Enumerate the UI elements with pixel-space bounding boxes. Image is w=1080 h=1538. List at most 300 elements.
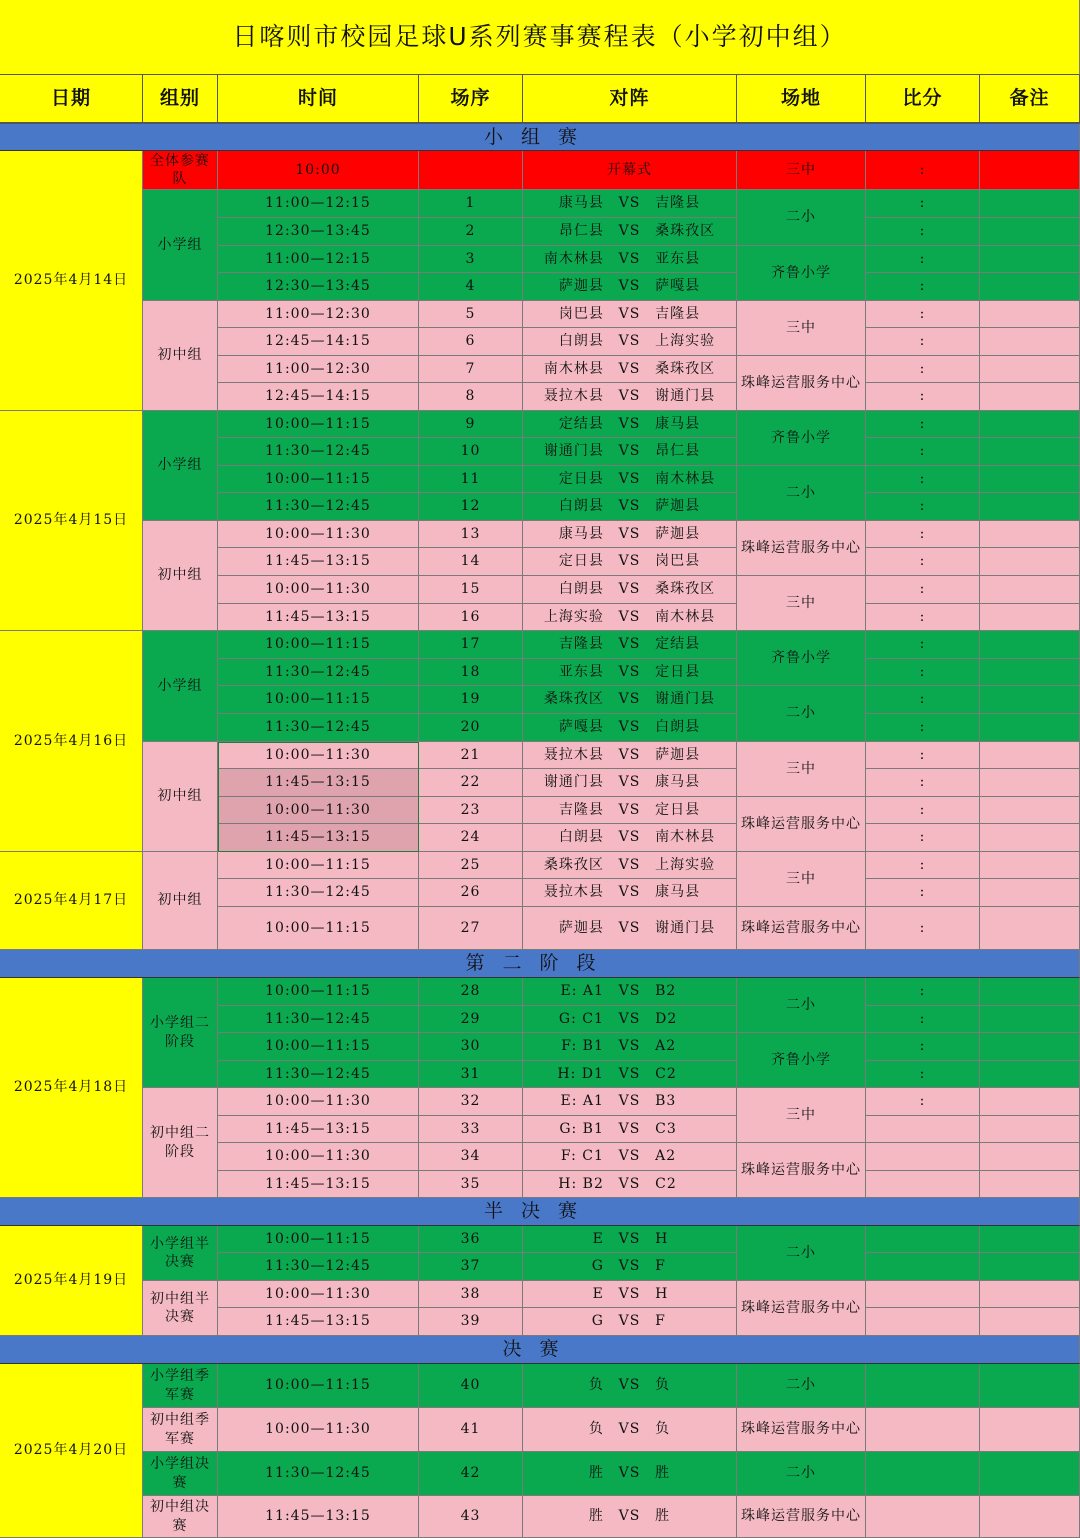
score-cell[interactable] <box>866 1143 980 1171</box>
notes-cell[interactable] <box>980 1088 1080 1116</box>
score-cell[interactable]: : <box>866 411 980 438</box>
score-cell[interactable]: : <box>866 797 980 824</box>
match-no-cell: 16 <box>419 604 523 631</box>
column-header: 比分 <box>866 75 980 124</box>
vs-label: VS <box>618 919 641 936</box>
home-team: 亚东县 <box>558 663 604 680</box>
matchup-cell <box>523 1253 737 1281</box>
score-cell[interactable]: : <box>866 852 980 879</box>
score-cell[interactable] <box>866 1281 980 1308</box>
group-cell: 初中组半决赛 <box>143 1281 218 1336</box>
away-team: H <box>655 1285 669 1302</box>
time-cell: 11:45—13:15 <box>218 824 419 852</box>
vs-label: VS <box>618 1175 641 1192</box>
matchup-cell <box>523 686 737 714</box>
notes-cell[interactable] <box>980 907 1080 950</box>
vs-label: VS <box>618 719 641 736</box>
notes-cell[interactable] <box>980 218 1080 246</box>
notes-cell[interactable] <box>980 1496 1080 1538</box>
vs-label: VS <box>618 983 641 1000</box>
notes-cell[interactable] <box>980 714 1080 742</box>
score-cell[interactable]: : <box>866 631 980 659</box>
notes-cell[interactable] <box>980 686 1080 714</box>
group-cell: 初中组 <box>143 301 218 411</box>
score-cell[interactable]: : <box>866 548 980 576</box>
vs-label: VS <box>618 443 641 460</box>
matchup <box>525 497 734 515</box>
notes-cell[interactable] <box>980 1408 1080 1452</box>
away-team: 胜 <box>655 1465 671 1482</box>
notes-cell[interactable] <box>980 824 1080 852</box>
matchup-cell <box>523 631 737 659</box>
away-team: 岗巴县 <box>655 553 701 570</box>
score-cell[interactable] <box>866 1253 980 1281</box>
home-team: 白朗县 <box>558 498 604 515</box>
matchup-cell <box>523 356 737 383</box>
time-cell: 10:00—11:15 <box>218 978 419 1006</box>
vs-label: VS <box>618 1148 641 1165</box>
vs-label: VS <box>618 278 641 295</box>
matchup <box>525 360 734 378</box>
vs-label: VS <box>618 1120 641 1137</box>
score-cell[interactable]: : <box>866 714 980 742</box>
score-cell[interactable]: : <box>866 521 980 548</box>
home-team: 负 <box>588 1377 604 1394</box>
home-team: 康马县 <box>558 525 604 542</box>
time-cell: 10:00—11:30 <box>218 1143 419 1171</box>
matchup <box>525 608 734 626</box>
vs-label: VS <box>618 829 641 846</box>
notes-cell[interactable] <box>980 273 1080 301</box>
venue-cell: 珠峰运营服务中心 <box>737 1143 866 1198</box>
away-team: F <box>655 1313 666 1330</box>
score-cell[interactable] <box>866 1116 980 1143</box>
matchup <box>525 635 734 653</box>
away-team: 桑珠孜区 <box>655 581 716 598</box>
venue-cell: 二小 <box>737 1452 866 1496</box>
group-cell: 初中组 <box>143 742 218 852</box>
score-cell[interactable]: : <box>866 438 980 466</box>
score-cell[interactable]: : <box>866 493 980 521</box>
notes-cell[interactable] <box>980 1171 1080 1198</box>
score-cell[interactable]: : <box>866 301 980 328</box>
away-team: 桑珠孜区 <box>655 223 716 240</box>
score-cell[interactable] <box>866 1408 980 1452</box>
matchup-cell <box>523 493 737 521</box>
time-cell: 10:00—11:15 <box>218 411 419 438</box>
vs-label: VS <box>618 250 641 267</box>
venue-cell: 齐鲁小学 <box>737 631 866 686</box>
notes-cell[interactable] <box>980 1033 1080 1061</box>
venue-cell: 三中 <box>737 852 866 907</box>
notes-cell[interactable] <box>980 521 1080 548</box>
away-team: 昂仁县 <box>655 443 701 460</box>
matchup <box>525 663 734 681</box>
score-cell[interactable] <box>866 1171 980 1198</box>
match-no-cell: 27 <box>419 907 523 950</box>
date-cell: 2025年4月19日 <box>0 1226 143 1336</box>
notes-cell[interactable] <box>980 769 1080 797</box>
matchup-cell <box>523 1281 737 1308</box>
group-cell: 全体参赛队 <box>143 151 218 190</box>
matchup <box>525 1010 734 1028</box>
away-team: 亚东县 <box>655 250 701 267</box>
group-cell: 小学组季军赛 <box>143 1364 218 1408</box>
home-team: 南木林县 <box>543 360 604 377</box>
vs-label: VS <box>618 1065 641 1082</box>
match-no-cell: 40 <box>419 1364 523 1408</box>
score-cell[interactable]: : <box>866 659 980 686</box>
away-team: D2 <box>655 1010 678 1027</box>
notes-cell[interactable] <box>980 1061 1080 1088</box>
notes-cell[interactable] <box>980 631 1080 659</box>
score-cell[interactable]: : <box>866 466 980 493</box>
score-cell[interactable]: : <box>866 824 980 852</box>
vs-label: VS <box>618 305 641 322</box>
notes-cell[interactable] <box>980 151 1080 190</box>
away-team: C3 <box>655 1120 677 1137</box>
venue-cell: 二小 <box>737 1226 866 1281</box>
away-team: 南木林县 <box>655 470 716 487</box>
home-team: 胜 <box>588 1465 604 1482</box>
venue-cell: 三中 <box>737 1088 866 1143</box>
home-team: 定结县 <box>558 415 604 432</box>
vs-label: VS <box>618 1508 641 1525</box>
score-cell[interactable] <box>866 1364 980 1408</box>
score-cell[interactable]: : <box>866 769 980 797</box>
matchup <box>525 470 734 488</box>
match-no-cell: 37 <box>419 1253 523 1281</box>
away-team: 上海实验 <box>655 856 716 873</box>
matchup <box>525 387 734 405</box>
away-team: 萨迦县 <box>655 746 701 763</box>
time-cell: 11:30—12:45 <box>218 879 419 907</box>
matchup-cell <box>523 1364 737 1408</box>
score-cell[interactable] <box>866 1226 980 1253</box>
column-header: 备注 <box>980 75 1080 124</box>
score-cell[interactable]: : <box>866 907 980 950</box>
notes-cell[interactable] <box>980 1143 1080 1171</box>
score-cell[interactable]: : <box>866 328 980 356</box>
matchup <box>525 801 734 819</box>
notes-cell[interactable] <box>980 246 1080 273</box>
match-no-cell: 20 <box>419 714 523 742</box>
home-team: 定日县 <box>558 553 604 570</box>
home-team: G: B1 <box>559 1120 604 1137</box>
notes-cell[interactable] <box>980 190 1080 218</box>
group-cell: 小学组半决赛 <box>143 1226 218 1281</box>
time-cell: 10:00—11:15 <box>218 1033 419 1061</box>
column-header: 时间 <box>218 75 419 124</box>
date-cell: 2025年4月15日 <box>0 411 143 631</box>
match-no-cell: 36 <box>419 1226 523 1253</box>
time-cell: 10:00—11:30 <box>218 1088 419 1116</box>
score-cell[interactable]: : <box>866 604 980 631</box>
score-cell[interactable]: : <box>866 190 980 218</box>
notes-cell[interactable] <box>980 438 1080 466</box>
time-cell: 11:00—12:30 <box>218 301 419 328</box>
match-no-cell: 24 <box>419 824 523 852</box>
notes-cell[interactable] <box>980 466 1080 493</box>
score-cell[interactable]: : <box>866 218 980 246</box>
group-cell: 初中组 <box>143 852 218 950</box>
away-team: F <box>655 1258 666 1275</box>
away-team: C2 <box>655 1175 677 1192</box>
notes-cell[interactable] <box>980 356 1080 383</box>
vs-label: VS <box>618 581 641 598</box>
vs-label: VS <box>618 636 641 653</box>
matchup-cell <box>523 383 737 411</box>
vs-label: VS <box>618 884 641 901</box>
matchup-cell <box>523 742 737 769</box>
notes-cell[interactable] <box>980 797 1080 824</box>
venue-cell: 二小 <box>737 466 866 521</box>
matchup <box>525 1285 734 1303</box>
matchup-cell <box>523 1452 737 1496</box>
matchup <box>525 580 734 598</box>
group-cell: 初中组 <box>143 521 218 631</box>
venue-cell: 三中 <box>737 576 866 631</box>
time-cell: 10:00—11:15 <box>218 907 419 950</box>
notes-cell[interactable] <box>980 576 1080 604</box>
vs-label: VS <box>618 470 641 487</box>
score-cell[interactable]: : <box>866 742 980 769</box>
venue-cell: 珠峰运营服务中心 <box>737 356 866 411</box>
time-cell: 11:45—13:15 <box>218 769 419 797</box>
away-team: 谢通门县 <box>655 919 716 936</box>
score-cell[interactable] <box>866 1496 980 1538</box>
match-no-cell: 31 <box>419 1061 523 1088</box>
match-no-cell: 11 <box>419 466 523 493</box>
vs-label: VS <box>618 1465 641 1482</box>
notes-cell[interactable] <box>980 328 1080 356</box>
matchup-cell <box>523 1408 737 1452</box>
away-team: 吉隆县 <box>655 195 701 212</box>
score-cell[interactable]: : <box>866 246 980 273</box>
home-team: 聂拉木县 <box>543 884 604 901</box>
vs-label: VS <box>618 801 641 818</box>
match-no-cell: 23 <box>419 797 523 824</box>
opening-ceremony-cell: 开幕式 <box>523 151 737 190</box>
notes-cell[interactable] <box>980 1116 1080 1143</box>
column-header: 场序 <box>419 75 523 124</box>
home-team: 萨嘎县 <box>558 719 604 736</box>
home-team: 吉隆县 <box>558 636 604 653</box>
column-header: 组别 <box>143 75 218 124</box>
matchup-cell <box>523 466 737 493</box>
home-team: E: A1 <box>560 983 604 1000</box>
matchup <box>525 552 734 570</box>
notes-cell[interactable] <box>980 879 1080 907</box>
time-cell: 10:00—11:30 <box>218 742 419 769</box>
away-team: H <box>655 1230 669 1247</box>
home-team: F: C1 <box>560 1148 604 1165</box>
matchup <box>525 1507 734 1525</box>
time-cell: 10:00—11:15 <box>218 1226 419 1253</box>
match-no-cell: 5 <box>419 301 523 328</box>
vs-label: VS <box>618 1230 641 1247</box>
time-cell: 11:45—13:15 <box>218 1116 419 1143</box>
score-cell[interactable]: : <box>866 686 980 714</box>
match-no-cell: 9 <box>419 411 523 438</box>
notes-cell[interactable] <box>980 383 1080 411</box>
score-cell[interactable]: : <box>866 273 980 301</box>
away-team: 上海实验 <box>655 333 716 350</box>
match-no-cell: 28 <box>419 978 523 1006</box>
time-cell: 10:00—11:30 <box>218 521 419 548</box>
vs-label: VS <box>618 525 641 542</box>
notes-cell[interactable] <box>980 852 1080 879</box>
score-cell[interactable]: : <box>866 576 980 604</box>
section-group-stage: 小组赛 <box>0 124 1080 151</box>
home-team: F: B1 <box>561 1038 604 1055</box>
group-cell: 小学组 <box>143 190 218 301</box>
matchup <box>525 525 734 543</box>
match-no-cell: 21 <box>419 742 523 769</box>
match-no-cell: 42 <box>419 1452 523 1496</box>
match-no-cell: 25 <box>419 852 523 879</box>
away-team: B3 <box>655 1093 677 1110</box>
matchup <box>525 277 734 295</box>
match-no-cell: 39 <box>419 1308 523 1336</box>
home-team: 谢通门县 <box>543 774 604 791</box>
matchup <box>525 1037 734 1055</box>
notes-cell[interactable] <box>980 1226 1080 1253</box>
matchup-cell <box>523 218 737 246</box>
score-cell[interactable]: : <box>866 1006 980 1033</box>
home-team: H: B2 <box>558 1175 604 1192</box>
time-cell: 12:30—13:45 <box>218 218 419 246</box>
match-no-cell: 18 <box>419 659 523 686</box>
match-no-cell: 6 <box>419 328 523 356</box>
notes-cell[interactable] <box>980 493 1080 521</box>
matchup <box>525 1257 734 1275</box>
score-cell[interactable] <box>866 1308 980 1336</box>
notes-cell[interactable] <box>980 1006 1080 1033</box>
notes-cell[interactable] <box>980 1452 1080 1496</box>
score-cell[interactable]: : <box>866 151 980 190</box>
matchup-cell <box>523 273 737 301</box>
time-cell: 10:00—11:15 <box>218 1364 419 1408</box>
notes-cell[interactable] <box>980 411 1080 438</box>
venue-cell: 三中 <box>737 742 866 797</box>
vs-label: VS <box>618 1258 641 1275</box>
score-cell[interactable]: : <box>866 356 980 383</box>
matchup-cell <box>523 1088 737 1116</box>
vs-label: VS <box>618 1313 641 1330</box>
away-team: 康马县 <box>655 884 701 901</box>
time-cell: 10:00—11:30 <box>218 576 419 604</box>
matchup <box>525 1092 734 1110</box>
home-team: E: A1 <box>560 1093 604 1110</box>
vs-label: VS <box>618 663 641 680</box>
matchup <box>525 1065 734 1083</box>
matchup <box>525 442 734 460</box>
vs-label: VS <box>618 498 641 515</box>
home-team: G <box>591 1258 604 1275</box>
venue-cell: 珠峰运营服务中心 <box>737 797 866 852</box>
away-team: B2 <box>655 983 677 1000</box>
matchup <box>525 883 734 901</box>
matchup-cell <box>523 978 737 1006</box>
away-team: 谢通门县 <box>655 388 716 405</box>
away-team: 负 <box>655 1421 671 1438</box>
away-team: 南木林县 <box>655 829 716 846</box>
match-no-cell: 2 <box>419 218 523 246</box>
score-cell[interactable]: : <box>866 383 980 411</box>
venue-cell: 二小 <box>737 978 866 1033</box>
notes-cell[interactable] <box>980 548 1080 576</box>
group-cell: 初中组决赛 <box>143 1496 218 1538</box>
notes-cell[interactable] <box>980 978 1080 1006</box>
notes-cell[interactable] <box>980 1253 1080 1281</box>
away-team: 负 <box>655 1377 671 1394</box>
home-team: 聂拉木县 <box>543 388 604 405</box>
away-team: 定结县 <box>655 636 701 653</box>
matchup-cell <box>523 1061 737 1088</box>
matchup-cell <box>523 1496 737 1538</box>
notes-cell[interactable] <box>980 1308 1080 1336</box>
match-no-cell: 38 <box>419 1281 523 1308</box>
score-cell[interactable]: : <box>866 1088 980 1116</box>
time-cell: 11:30—12:45 <box>218 659 419 686</box>
score-cell[interactable]: : <box>866 1033 980 1061</box>
matchup-cell <box>523 824 737 852</box>
home-team: 白朗县 <box>558 333 604 350</box>
time-cell: 10:00—11:15 <box>218 852 419 879</box>
time-cell: 11:30—12:45 <box>218 714 419 742</box>
vs-label: VS <box>618 333 641 350</box>
home-team: 岗巴县 <box>558 305 604 322</box>
time-cell: 11:30—12:45 <box>218 1006 419 1033</box>
away-team: 康马县 <box>655 415 701 432</box>
score-cell[interactable] <box>866 1452 980 1496</box>
vs-label: VS <box>618 608 641 625</box>
home-team: E <box>592 1285 604 1302</box>
notes-cell[interactable] <box>980 1281 1080 1308</box>
notes-cell[interactable] <box>980 1364 1080 1408</box>
time-cell: 11:00—12:15 <box>218 190 419 218</box>
matchup-cell <box>523 797 737 824</box>
notes-cell[interactable] <box>980 604 1080 631</box>
home-team: G <box>591 1313 604 1330</box>
match-no-cell: 13 <box>419 521 523 548</box>
time-cell: 12:30—13:45 <box>218 273 419 301</box>
matchup <box>525 746 734 764</box>
home-team: 桑珠孜区 <box>543 691 604 708</box>
matchup-cell <box>523 1116 737 1143</box>
match-no-cell: 35 <box>419 1171 523 1198</box>
matchup-cell <box>523 714 737 742</box>
notes-cell[interactable] <box>980 659 1080 686</box>
group-cell: 小学组 <box>143 631 218 742</box>
score-cell[interactable]: : <box>866 879 980 907</box>
page-title: 日喀则市校园足球U系列赛事赛程表（小学初中组） <box>0 0 1080 75</box>
matchup <box>525 1120 734 1138</box>
venue-cell: 珠峰运营服务中心 <box>737 907 866 950</box>
matchup <box>525 1312 734 1330</box>
matchup <box>525 828 734 846</box>
matchup <box>525 194 734 212</box>
vs-label: VS <box>618 1010 641 1027</box>
score-cell[interactable]: : <box>866 1061 980 1088</box>
vs-label: VS <box>618 1285 641 1302</box>
notes-cell[interactable] <box>980 742 1080 769</box>
match-no-cell: 12 <box>419 493 523 521</box>
score-cell[interactable]: : <box>866 978 980 1006</box>
notes-cell[interactable] <box>980 301 1080 328</box>
column-header: 日期 <box>0 75 143 124</box>
